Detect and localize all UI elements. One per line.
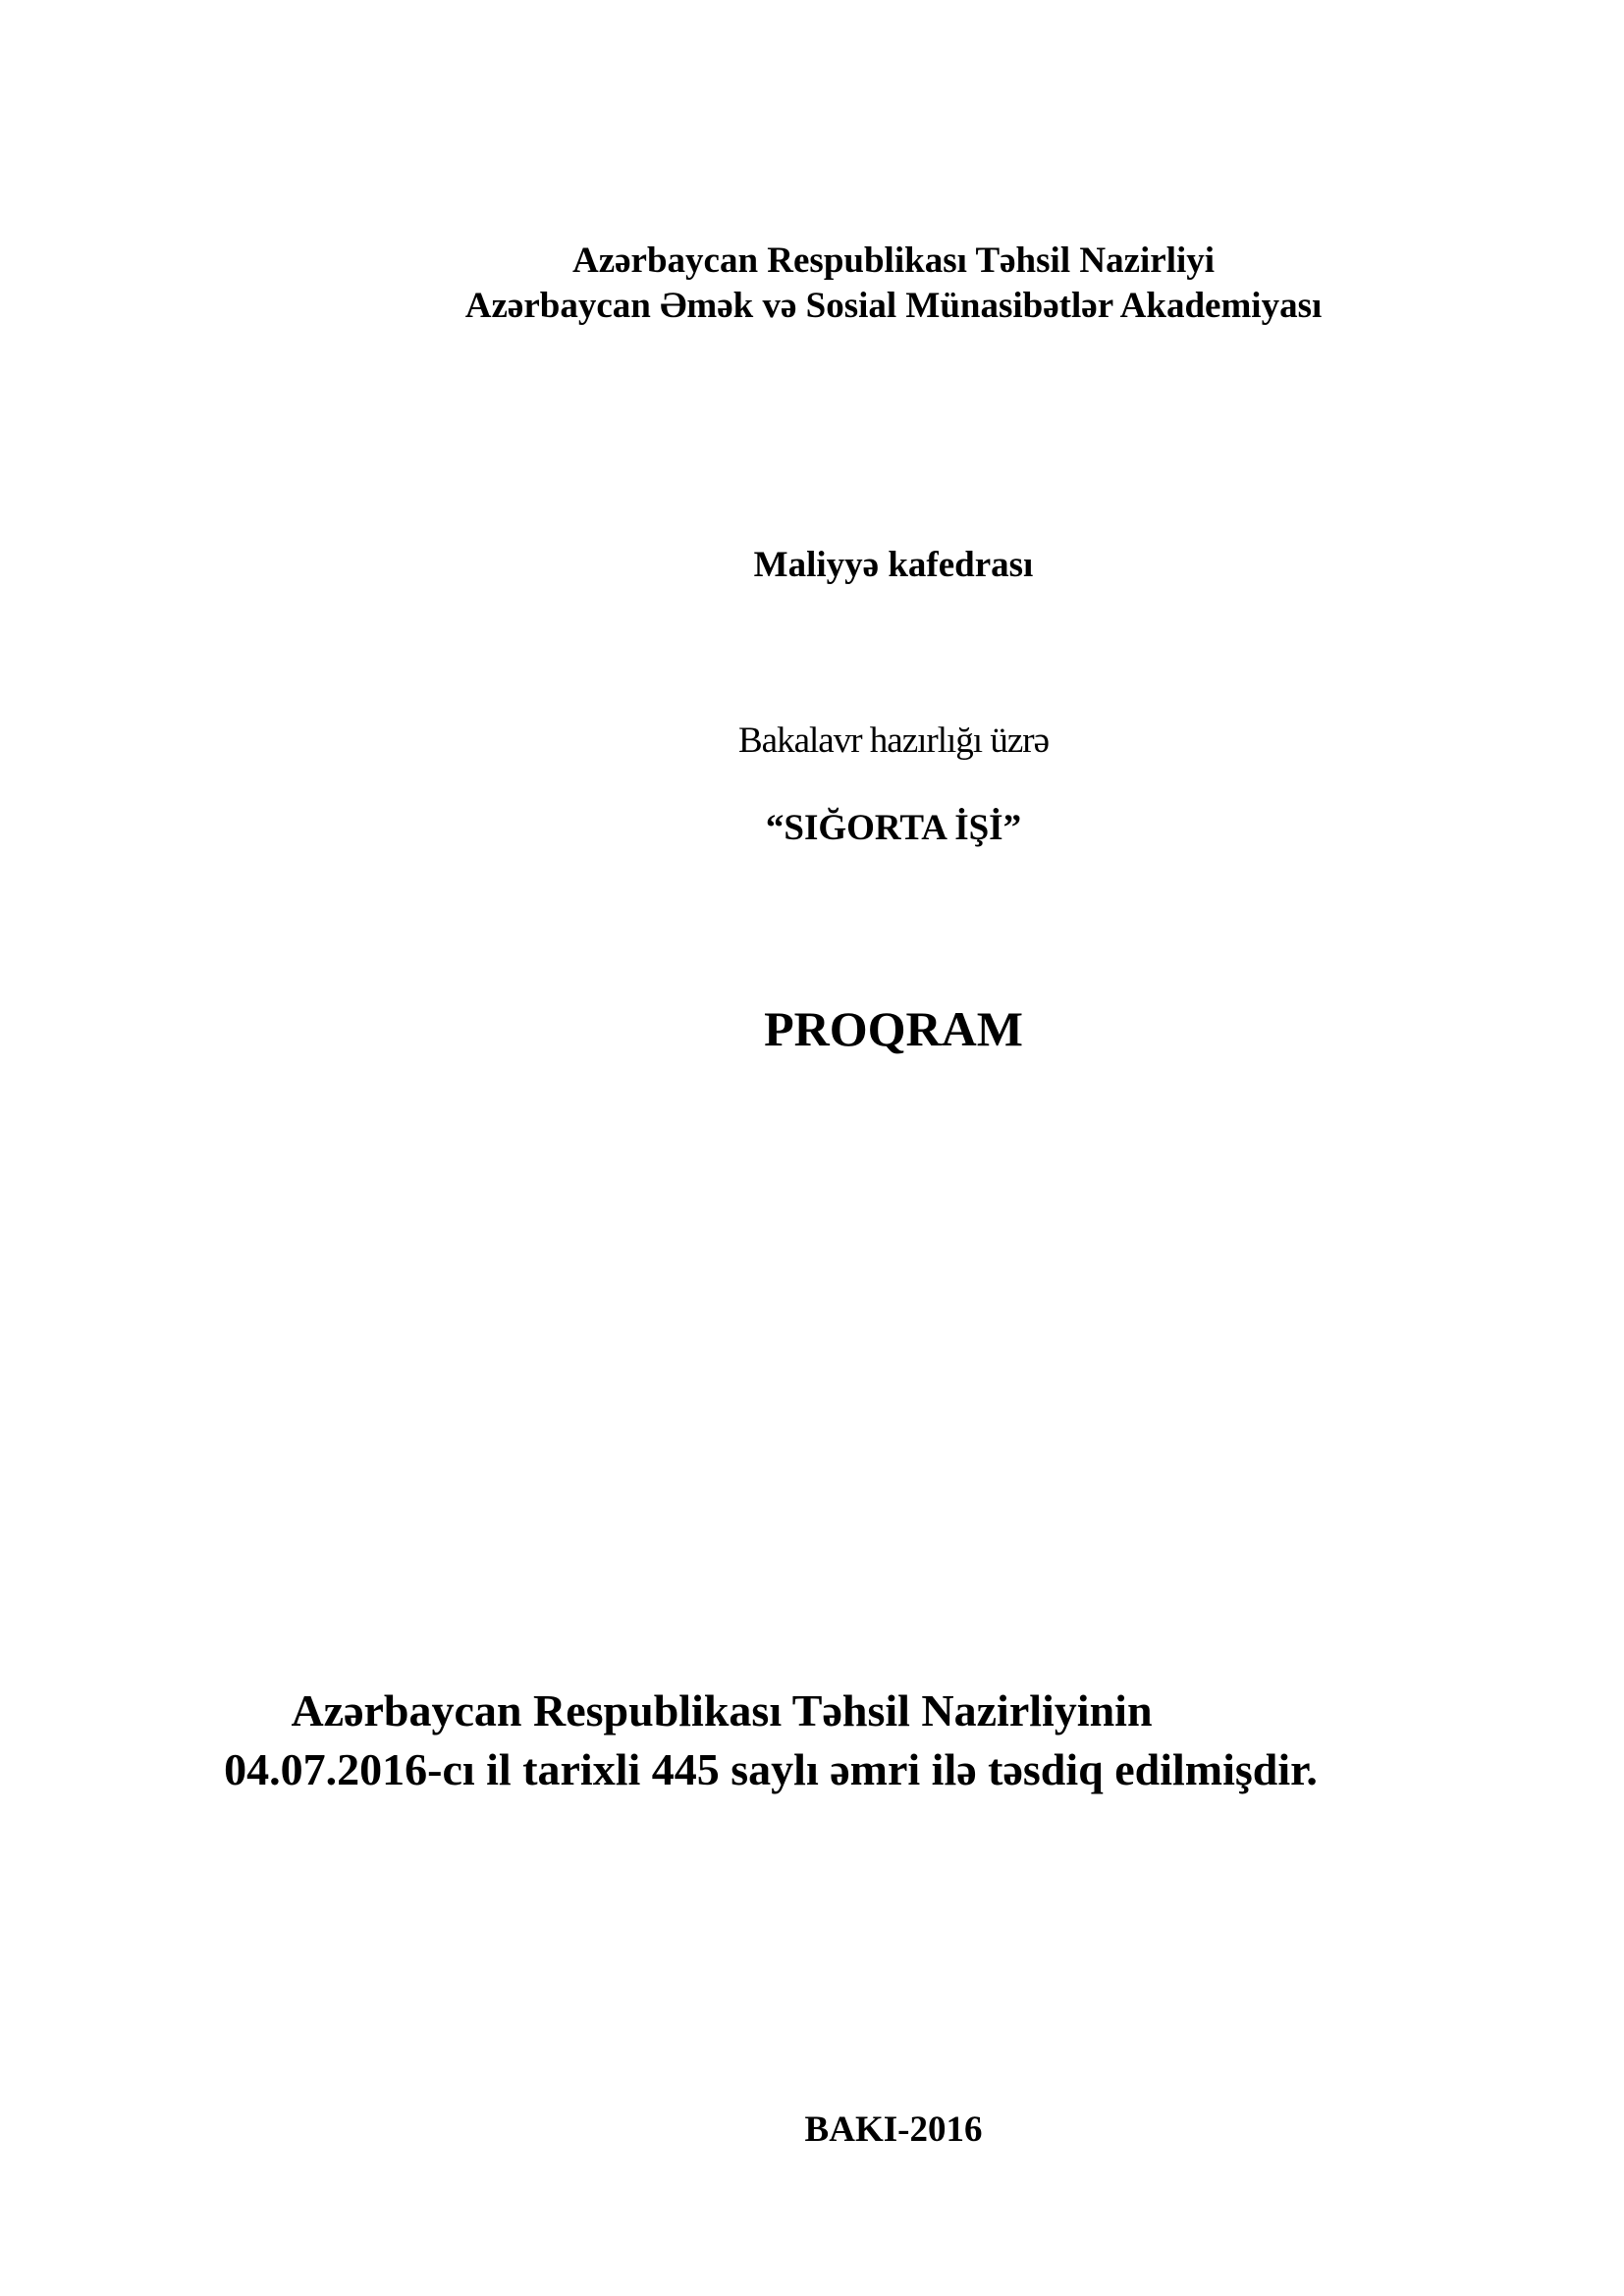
academy-name: Azərbaycan Əmək və Sosial Münasibətlər Akademiyası: [464, 286, 1323, 326]
place-and-year: BAKI-2016: [804, 2109, 983, 2150]
department-name: Maliyyə kafedrası: [753, 545, 1034, 585]
degree-level: Bakalavr hazırlığı üzrə: [738, 721, 1049, 761]
approval-line-1: Azərbaycan Respublikası Təhsil Nazirliyinin: [291, 1685, 1153, 1735]
ministry-name: Azərbaycan Respublikası Təhsil Nazirliyi: [571, 240, 1216, 281]
approval-line-2: 04.07.2016-cı il tarixli 445 saylı əmri ilə təsdiq edilmişdir.: [224, 1744, 1318, 1794]
subject-title: “SIĞORTA İŞİ”: [765, 808, 1022, 848]
document-type-heading: PROQRAM: [764, 1001, 1023, 1056]
